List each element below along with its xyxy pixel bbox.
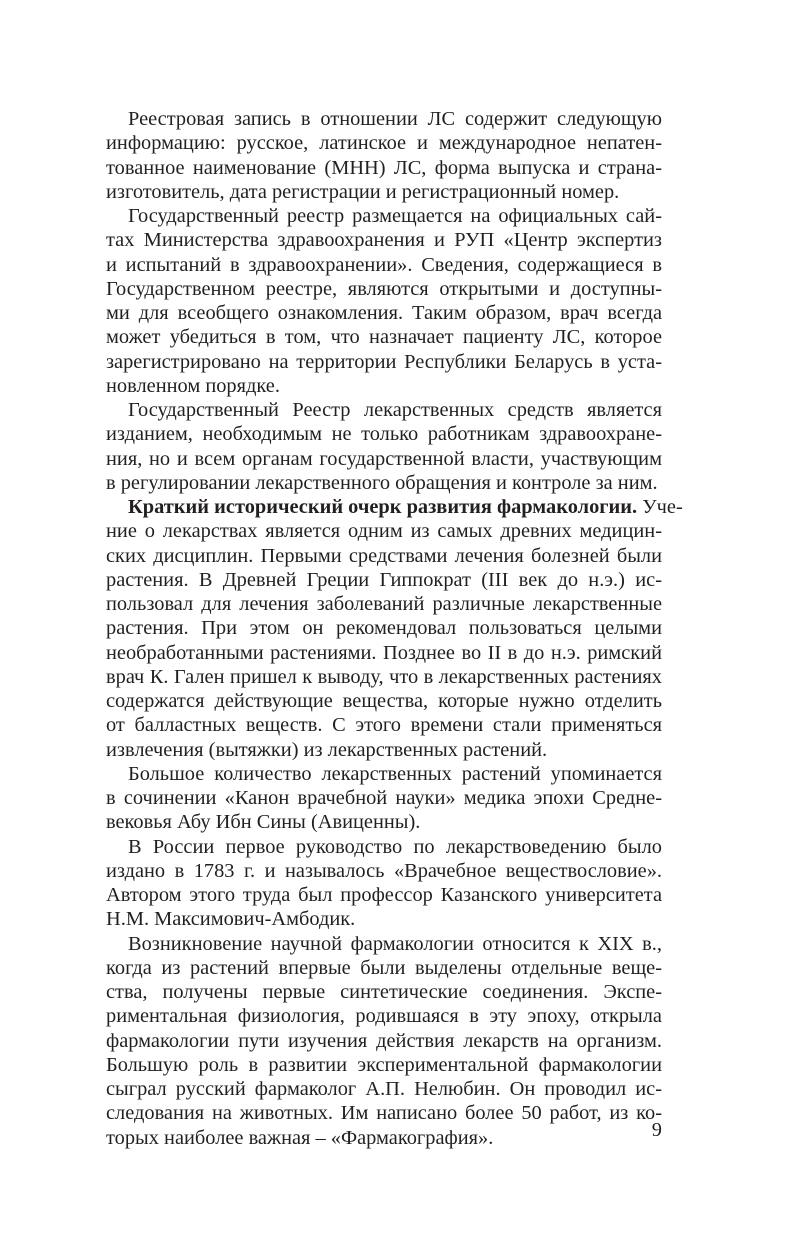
- text-line: ских дисциплин. Первыми средствами лечения болезней были: [106, 544, 662, 567]
- text-line: [106, 495, 683, 519]
- text-line: изданием, необходимым не только работникам здравоохране-: [106, 423, 662, 446]
- text-line: Возникновение научной фармакологии относится к XIX в.,: [128, 932, 662, 955]
- text-line: Государственном реестре, являются открытыми и доступны-: [106, 277, 662, 300]
- text-line: информацию: русское, латинское и международное непатен-: [106, 132, 662, 155]
- text-line: и испытаний в здравоохранении». Сведения, содержащиеся в: [106, 253, 662, 276]
- body-text: [106, 107, 683, 1150]
- text-line: от балластных веществ. С этого времени стали применяться: [106, 714, 662, 737]
- text-line: тах Министерства здравоохранения и РУП «Центр экспертиз: [106, 229, 662, 252]
- section-heading: Краткий исторический очерк развития фармакологии.: [128, 496, 638, 518]
- text-line: новленном порядке.: [106, 374, 280, 397]
- text-line: Автором этого труда был профессор Казанского университета: [106, 884, 662, 906]
- paragraph: [106, 204, 662, 398]
- paragraph: [106, 107, 662, 204]
- text-line: издано в 1783 г. и называлось «Врачебное веществословие».: [106, 859, 662, 882]
- text-line: когда из растений впервые были выделены отдельные веще-: [106, 956, 662, 979]
- text-line: Государственный Реестр лекарственных средств является: [128, 399, 662, 421]
- text-line: пользовал для лечения заболеваний различные лекарственные: [106, 593, 662, 615]
- text-line: содержатся действующие вещества, которые нужно отделить: [106, 690, 662, 712]
- text-line: в регулировании лекарственного обращения и контроле за ним.: [106, 471, 658, 494]
- text-line: Реестровая запись в отношении ЛС содержит следующую: [128, 108, 662, 130]
- text-line: извлечения (вытяжки) из лекарственных растений.: [106, 738, 548, 761]
- paragraph: [106, 762, 662, 835]
- text-line: Государственный реестр размещается на официальных сай-: [128, 205, 662, 227]
- text-line: торых наиболее важная – «Фармакография».: [106, 1126, 494, 1149]
- text-line: Н.М. Максимович-Амбодик.: [106, 908, 356, 931]
- text-line: растения. В Древней Греции Гиппократ (III век до н.э.) ис-: [106, 568, 662, 591]
- text-line: растения. При этом он рекомендовал пользоваться целыми: [106, 617, 662, 640]
- text-line: В России первое руководство по лекарствоведению было: [128, 835, 662, 858]
- text-line: тованное наименование (МНН) ЛС, форма выпуска и страна-: [106, 156, 662, 179]
- text-line: Большое количество лекарственных растений упоминается: [128, 762, 662, 785]
- page-number: 9: [651, 1119, 662, 1141]
- text-line: вековья Абу Ибн Сины (Авиценны).: [106, 811, 421, 834]
- text-line: изготовитель, дата регистрации и регистрационный номер.: [106, 180, 620, 203]
- text-line: ства, получены первые синтетические соединения. Экспе-: [106, 981, 662, 1003]
- paragraph: [106, 932, 662, 1150]
- paragraph: [106, 398, 662, 495]
- text-line: врач К. Гален пришел к выводу, что в лекарственных растениях: [106, 665, 662, 688]
- text-line: следования на животных. Им написано более 50 работ, из ко-: [106, 1102, 662, 1125]
- text-line: ми для всеобщего ознакомления. Таким образом, врач всегда: [106, 302, 662, 324]
- text-line: риментальная физиология, родившаяся в эту эпоху, открыла: [106, 1005, 662, 1028]
- text-line: фармакологии пути изучения действия лекарств на организм.: [106, 1029, 662, 1052]
- text-line: Большую роль в развитии экспериментальной фармакологии: [106, 1053, 662, 1076]
- paragraph: [106, 495, 683, 762]
- text-line: в сочинении «Канон врачебной науки» медика эпохи Средне-: [106, 787, 662, 809]
- text-line: ние о лекарствах является одним из самых древних медицин-: [106, 520, 662, 543]
- text-line: ния, но и всем органам государственной власти, участвующим: [106, 447, 662, 470]
- heading-line-rest: Уче-: [637, 496, 683, 518]
- text-line: необработанными растениями. Позднее во II в до н.э. римский: [106, 641, 662, 664]
- paragraph: [106, 835, 662, 932]
- text-line: зарегистрировано на территории Республики Беларусь в уста-: [106, 350, 662, 373]
- text-line: сыграл русский фармаколог А.П. Нелюбин. Он проводил ис-: [106, 1078, 662, 1100]
- text-line: может убедиться в том, что назначает пациенту ЛС, которое: [106, 326, 662, 349]
